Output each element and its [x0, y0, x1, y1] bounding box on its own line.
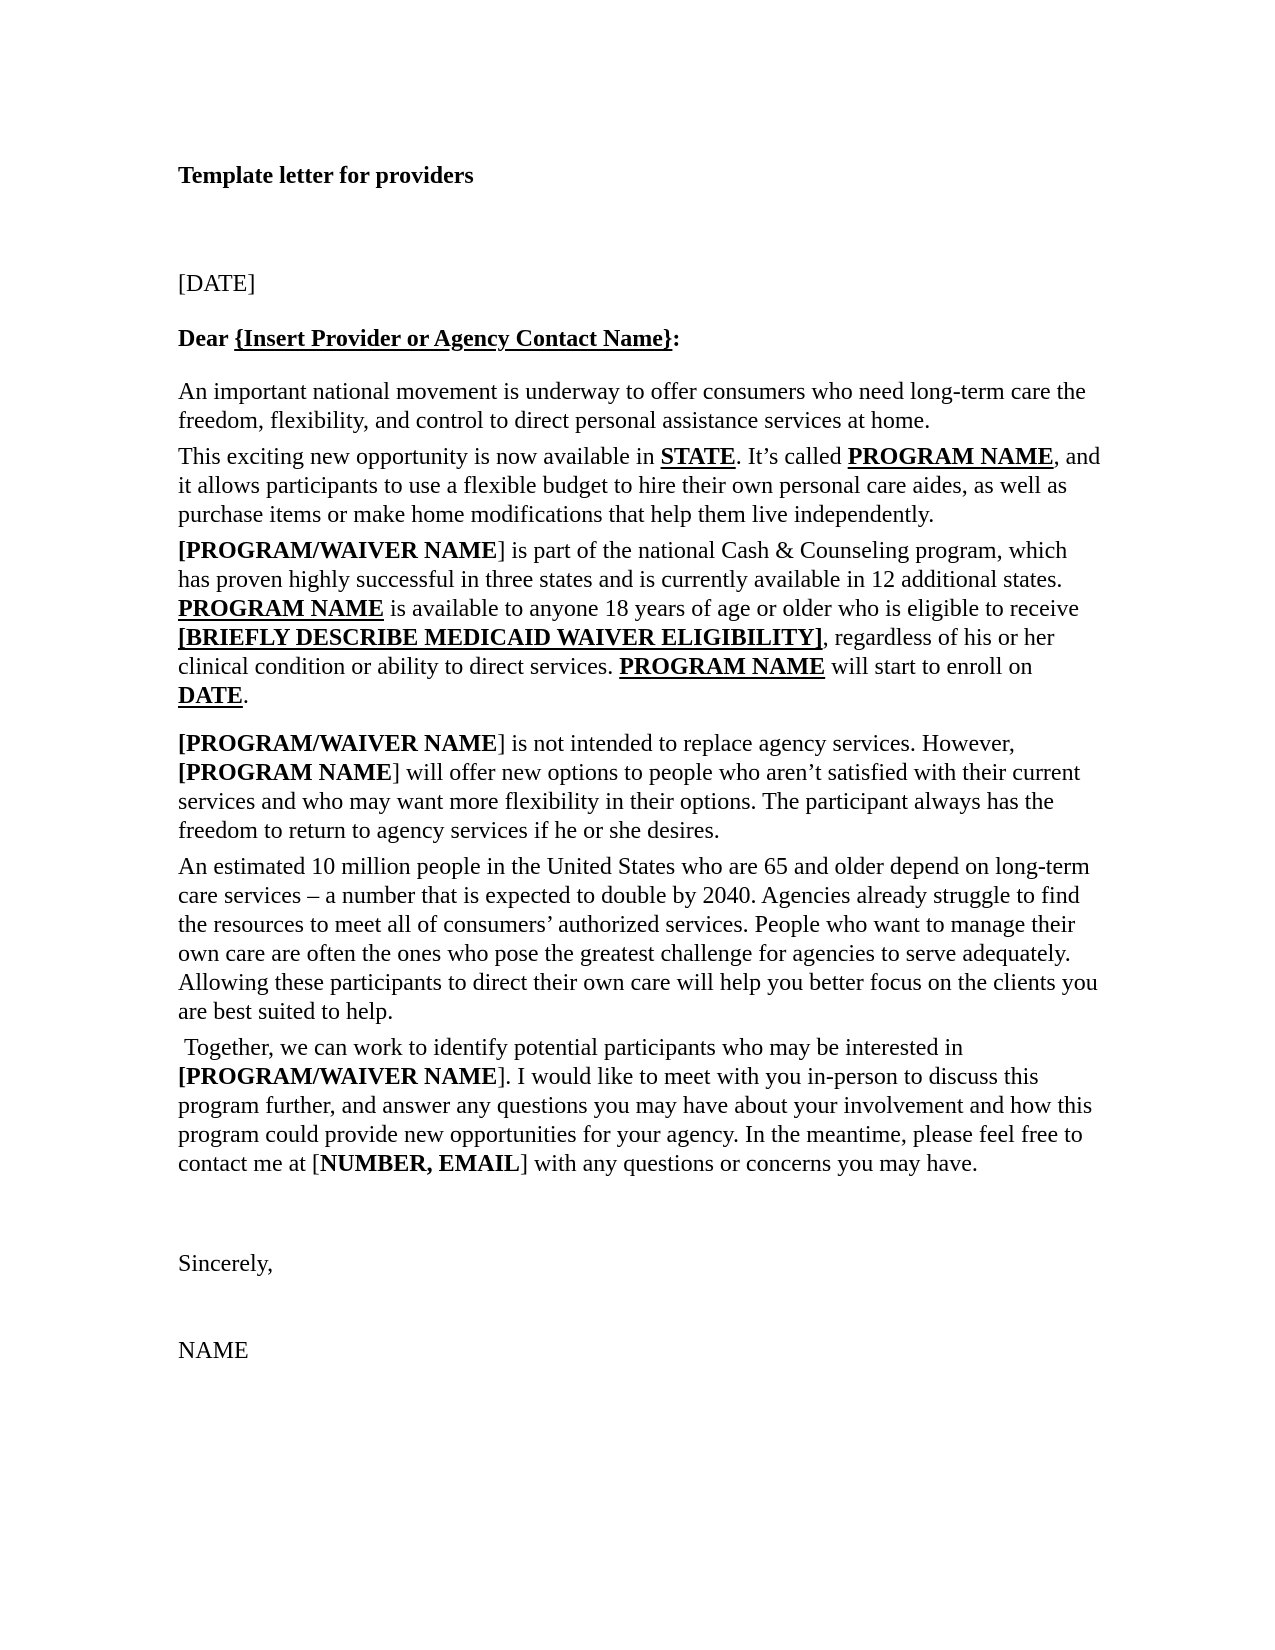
- text-run: . It’s called: [735, 444, 848, 470]
- text-run: Together, we can work to identify potential participants who may be interested in: [178, 1035, 970, 1061]
- paragraph-statistics: [178, 853, 1103, 1027]
- text-run: STATE: [660, 444, 736, 470]
- text-run: PROGRAM NAME: [847, 444, 1054, 470]
- text-run: An important national movement is underway to offer consumers who need long-term care the freedom, flexibility, and control to direct personal assistance services at home.: [178, 379, 1092, 434]
- text-run: is not intended to replace agency services. However,: [505, 731, 1021, 757]
- text-run: [PROGRAM/WAIVER NAME: [178, 731, 498, 757]
- text-run: [PROGRAM/WAIVER NAME: [178, 1064, 498, 1090]
- text-run: ]: [391, 760, 400, 786]
- text-run: DATE: [178, 683, 243, 709]
- paragraph-intro: [178, 378, 1103, 436]
- text-run: :: [672, 326, 681, 352]
- paragraph-program-description: [178, 537, 1103, 711]
- text-run: .: [242, 683, 249, 709]
- text-run: [PROGRAM/WAIVER NAME: [178, 538, 498, 564]
- text-run: is part of the national Cash & Counseling program, which has proven highly successful in three states and is currently available in 12 additional states.: [178, 538, 1074, 593]
- text-run: will start to enroll on: [825, 654, 1039, 680]
- paragraph-opportunity: [178, 443, 1107, 530]
- text-run: NUMBER, EMAIL: [319, 1151, 520, 1177]
- closing-signature-name: NAME: [178, 1338, 249, 1364]
- paragraph-call-to-action: [178, 1034, 1103, 1179]
- text-run: ]. I would like to meet with you in-person to discuss this program further, and answer any questions you may have about your involvement and how this program could provide new opportunities for your agency. In the meantime, please feel free to contact me at [: [178, 1064, 1099, 1177]
- text-run: An estimated 10 million people in the United States who are 65 and older depend on long-term care services – a number that is expected to double by 2040. Agencies already struggle to find the resources to meet all of consumers’ authorized services. People who want to manage their own care are often the ones who pose the greatest challenge for agencies to serve adequately. Allowing these participants to direct their own care will help you better focus on the clients you are best suited to help.: [178, 854, 1104, 1025]
- text-run: PROGRAM NAME: [178, 596, 384, 622]
- closing-block: [178, 1192, 1103, 1424]
- text-run: will offer new options to people who aren’t satisfied with their current services and who may want more flexibility in their options. The participant always has the freedom to return to agency services if he or she desires.: [178, 760, 1087, 844]
- text-run: , regardless of his or her clinical condition or ability to direct services.: [178, 625, 1061, 680]
- text-run: [PROGRAM NAME: [178, 760, 392, 786]
- text-run: ]: [497, 538, 506, 564]
- salutation-line: [178, 325, 1103, 354]
- text-run: ]: [497, 731, 506, 757]
- text-run: ] with any questions or concerns you may have.: [519, 1151, 978, 1177]
- date-placeholder: [DATE]: [178, 271, 256, 297]
- text-run: Dear: [178, 326, 235, 352]
- text-run: PROGRAM NAME: [619, 654, 826, 680]
- closing-sincerely: Sincerely,: [178, 1251, 274, 1277]
- text-run: {Insert Provider or Agency Contact Name}: [234, 326, 673, 352]
- text-run: , and it allows participants to use a flexible budget to hire their own personal care aides, as well as purchase items or make home modifications that help them live independently.: [178, 444, 1107, 528]
- document-title: Template letter for providers: [178, 163, 474, 189]
- text-run: This exciting new opportunity is now available in: [178, 444, 661, 470]
- text-run: is available to anyone 18 years of age or older who is eligible to receive: [383, 596, 1086, 622]
- paragraph-not-replace-agency: [178, 730, 1103, 846]
- text-run: [BRIEFLY DESCRIBE MEDICAID WAIVER ELIGIBILITY]: [178, 625, 823, 651]
